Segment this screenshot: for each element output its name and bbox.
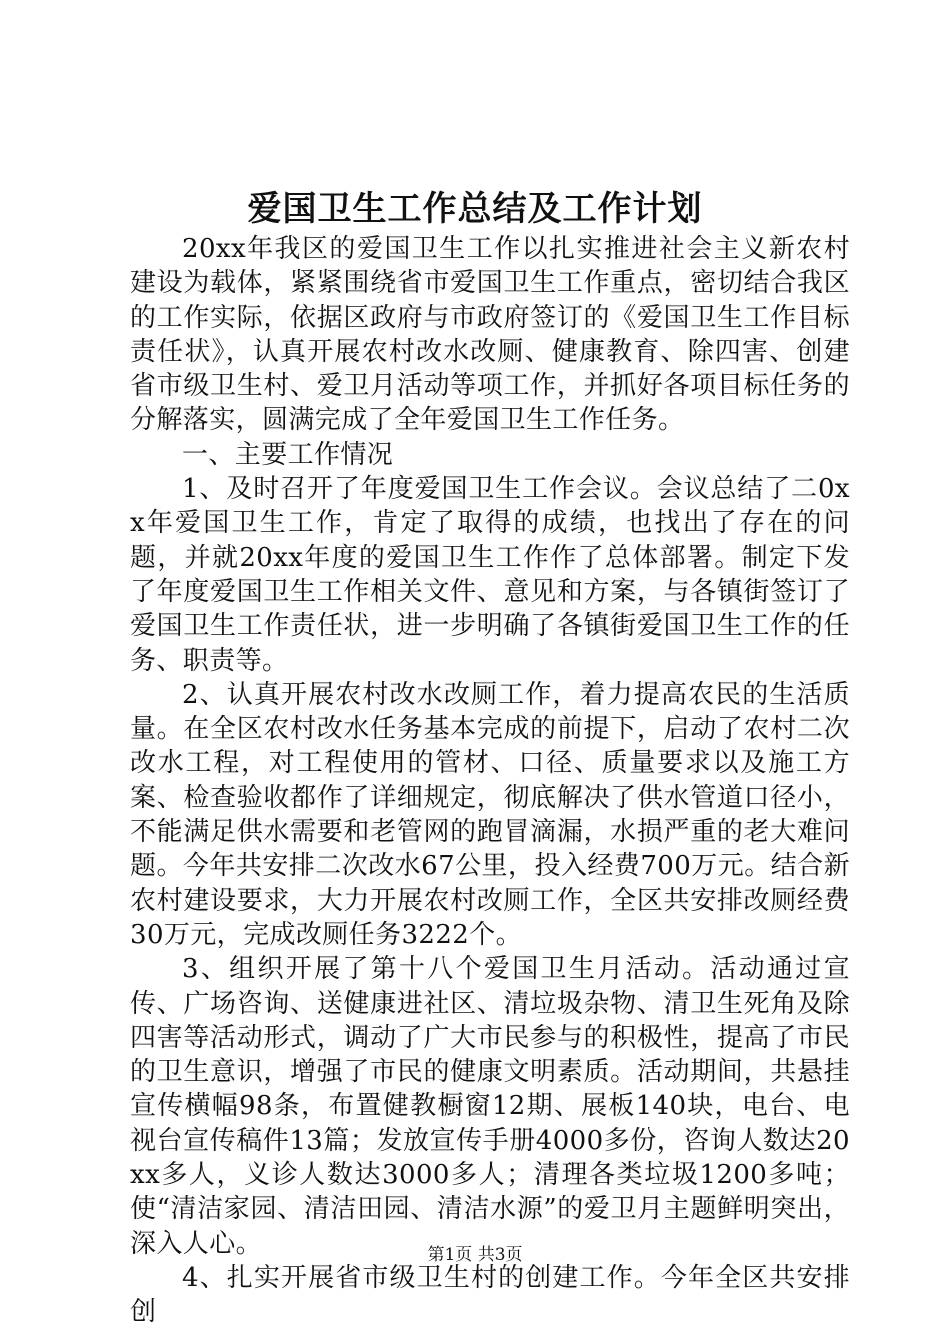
item-paragraph-3: 3、组织开展了第十八个爱国卫生月活动。活动通过宣传、广场咨询、送健康进社区、清垃圾杂物、清卫生死角及除四害等活动形式，调动了广大市民参与的积极性，提高了市民的卫生意识，增强了市民的健康文明素质。活动期间，共悬挂宣传横幅98条，布置健教橱窗12期、展板140块，电台、电视台宣传稿件13篇；发放宣传手册4000多份，咨询人数达20xx多人，义诊人数达3000多人；清理各类垃圾1200多吨；使“清洁家园、清洁田园、清洁水源”的爱卫月主题鲜明突出，深入人心。 <box>130 954 850 1259</box>
intro-paragraph: 20xx年我区的爱国卫生工作以扎实推进社会主义新农村建设为载体，紧紧围绕省市爱国卫生工作重点，密切结合我区的工作实际，依据区政府与市政府签订的《爱国卫生工作目标责任状》，认真开展农村改水改厕、健康教育、除四害、创建省市级卫生村、爱卫月活动等项工作，并抓好各项目标任务的分解落实，圆满完成了全年爱国卫生工作任务。 <box>130 234 850 436</box>
document-title: 爱国卫生工作总结及工作计划 <box>247 189 703 229</box>
section-heading: 一、主要工作情况 <box>182 439 394 470</box>
page-footer: 第1页 共3页 <box>427 1245 523 1265</box>
item-paragraph-1: 1、及时召开了年度爱国卫生工作会议。会议总结了二0xx年爱国卫生工作，肯定了取得的成绩，也找出了存在的问题，并就20xx年度的爱国卫生工作作了总体部署。制定下发了年度爱国卫生工作相关文件、意见和方案，与各镇街签订了爱国卫生工作责任状，进一步明确了各镇街爱国卫生工作的任务、职责等。 <box>130 474 850 676</box>
item-paragraph-4: 4、扎实开展省市级卫生村的创建工作。今年全区共安排创 <box>130 1262 850 1328</box>
document-body <box>130 232 850 1330</box>
item-paragraph-2: 2、认真开展农村改水改厕工作，着力提高农民的生活质量。在全区农村改水任务基本完成的前提下，启动了农村二次改水工程，对工程使用的管材、口径、质量要求以及施工方案、检查验收都作了详细规定，彻底解决了供水管道口径小，不能满足供水需要和老管网的跑冒滴漏，水损严重的老大难问题。今年共安排二次改水67公里，投入经费700万元。结合新农村建设要求，大力开展农村改厕工作，全区共安排改厕经费30万元，完成改厕任务3222个。 <box>130 679 850 950</box>
